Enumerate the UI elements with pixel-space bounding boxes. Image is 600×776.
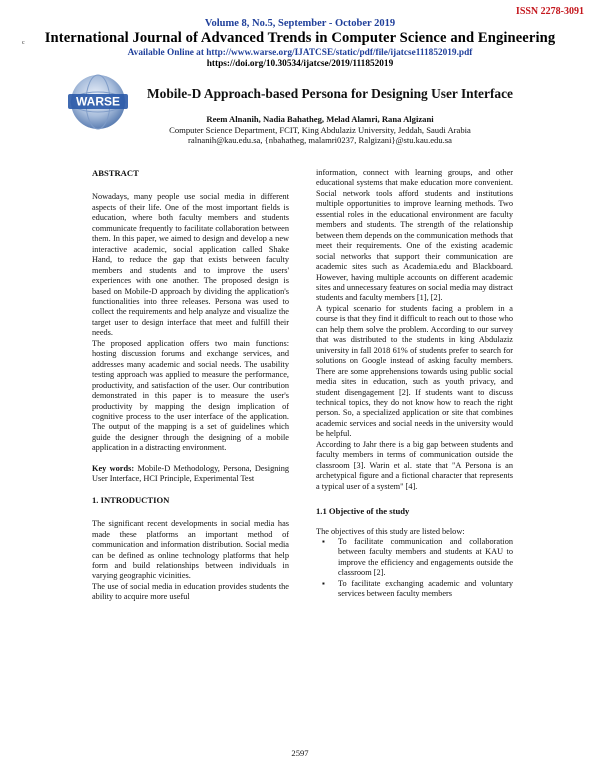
affiliation: Computer Science Department, FCIT, King Abdulaziz University, Jeddah, Saudi Arabia bbox=[169, 124, 471, 135]
keywords-text: Mobile-D Methodology, Persona, Designing User Interface, HCI Principle, Experimental Test bbox=[92, 463, 289, 484]
author-names: Reem Alnanih, Nadia Bahatheg, Melad Alamri, Rana Algizani bbox=[206, 114, 434, 124]
intro-paragraph-2-start: The use of social media in education provides students the ability to acquire more useful bbox=[92, 581, 289, 602]
right-column bbox=[316, 168, 513, 600]
corner-mark: c bbox=[22, 40, 25, 46]
journal-title: International Journal of Advanced Trends in Computer Science and Engineering bbox=[44, 30, 556, 46]
volume-line: Volume 8, No.5, September - October 2019 bbox=[204, 18, 396, 29]
abstract-heading: ABSTRACT bbox=[92, 168, 139, 178]
journal-header bbox=[0, 18, 600, 69]
abstract-paragraph-2: The proposed application offers two main functions: hosting discussion forums and exchange services, and addresses many academic and social needs. The usability testing approach was applied to measure the performance, productivity, and satisfaction of the user. Our contribution demonstrated in this paper is to measure the user's productivity by mapping the design implication of cognitive process to the user interface of the application. The output of the mapping is a set of guidelines which guide the designer through the designing of a mobile application in a distracting environment. bbox=[92, 338, 289, 453]
page-number: 2597 bbox=[291, 748, 309, 758]
intro-paragraph-1: The significant recent developments in social media has made these platforms an important method of communication and information distribution. Social media can be defined as online technology platforms that help form and build relationships between individuals in varying geographic vicinities. bbox=[92, 519, 289, 581]
paper-title: Mobile-D Approach-based Persona for Designing User Interface bbox=[147, 86, 513, 101]
abstract-paragraph-1: Nowadays, many people use social media in different aspects of their life. One of the most important fields is education, where both faculty members and students communicate frequently to facilitate collaboration between them. In this paper, we aimed to design and develop a new interactive academic, social application called Shake Hand, to reduce the gap that exists between faculty members and students and to improve the users' experiences with one another. The proposed design is based on Mobile-D approach by dividing the application's functionalities into three releases. Persona was used to collect the requirements and help analyze and visualize the target user to design interface that meet and fulfill their needs. bbox=[92, 192, 289, 338]
left-column bbox=[92, 168, 289, 603]
issn-label: ISSN 2278-3091 bbox=[515, 6, 584, 17]
logo-text: WARSE bbox=[75, 94, 121, 109]
objective-item-2: ▪ To facilitate exchanging academic and voluntary services between faculty members bbox=[338, 579, 513, 600]
keywords bbox=[92, 464, 289, 485]
intro-paragraph-4: According to Jahr there is a big gap between students and faculty members in terms of communication outside the classroom [3]. Warin et al. state that "A Persona is an archetypical figure and a fictional character that represents a typical user of a system" [4]. bbox=[316, 439, 513, 491]
objective-list bbox=[316, 537, 513, 600]
objective-heading: 1.1 Objective of the study bbox=[316, 506, 410, 517]
introduction-heading: 1. INTRODUCTION bbox=[92, 494, 170, 505]
intro-paragraph-3: A typical scenario for students facing a problem in a course is that they find it difficult to reach out to those who can help them solve the problem. According to our survey that was distributed to the students in king Abdulaziz university in fall 2018 61% of students prefer to search for solutions on Google instead of asking faculty members. There are some apprehensions towards using public social media sites in education, such as youth privacy, and student disengagement [2]. If students want to discuss technical topics, they do not know how to reach the right person. So, a specialized application or site that combines academic services and social needs in the university would be helpful. bbox=[316, 303, 513, 439]
intro-paragraph-2a bbox=[92, 582, 289, 603]
author-block bbox=[80, 114, 560, 146]
objective-item-1: ▪ To facilitate communication and collaboration between faculty members and students at KAU to improve the efficiency and engagements outside the classroom [2]. bbox=[338, 537, 513, 579]
intro-paragraph-2b: information, connect with learning groups, and other educational systems that make education more convenient. Social network tools afford students and institutions multiple opportunities to improve learning methods. Two essential roles in the educational environment are faculty members and students. The strength of the relationship between them depends on the communication methods that meet their requirements. One of the existing academic social networks that support their communication are academic sites such as Academia.edu and Blackboard. However, having multiple accounts on different academic sites and unnecessary features on social media may distract students and faculty members [1], [2]. bbox=[316, 168, 513, 303]
objective-intro: The objectives of this study are listed below: bbox=[316, 526, 465, 536]
author-emails: ralnanih@kau.edu.sa, {nbahatheg, malamri0237, Ralgizani}@stu.kau.edu.sa bbox=[188, 135, 452, 145]
doi-link[interactable]: https://doi.org/10.30534/ijatcse/2019/111852019 bbox=[206, 59, 394, 69]
keywords-label: Key words: bbox=[92, 463, 135, 473]
available-online-link[interactable]: Available Online at http://www.warse.org/IJATCSE/static/pdf/file/ijatcse111852019.pdf bbox=[127, 48, 473, 58]
